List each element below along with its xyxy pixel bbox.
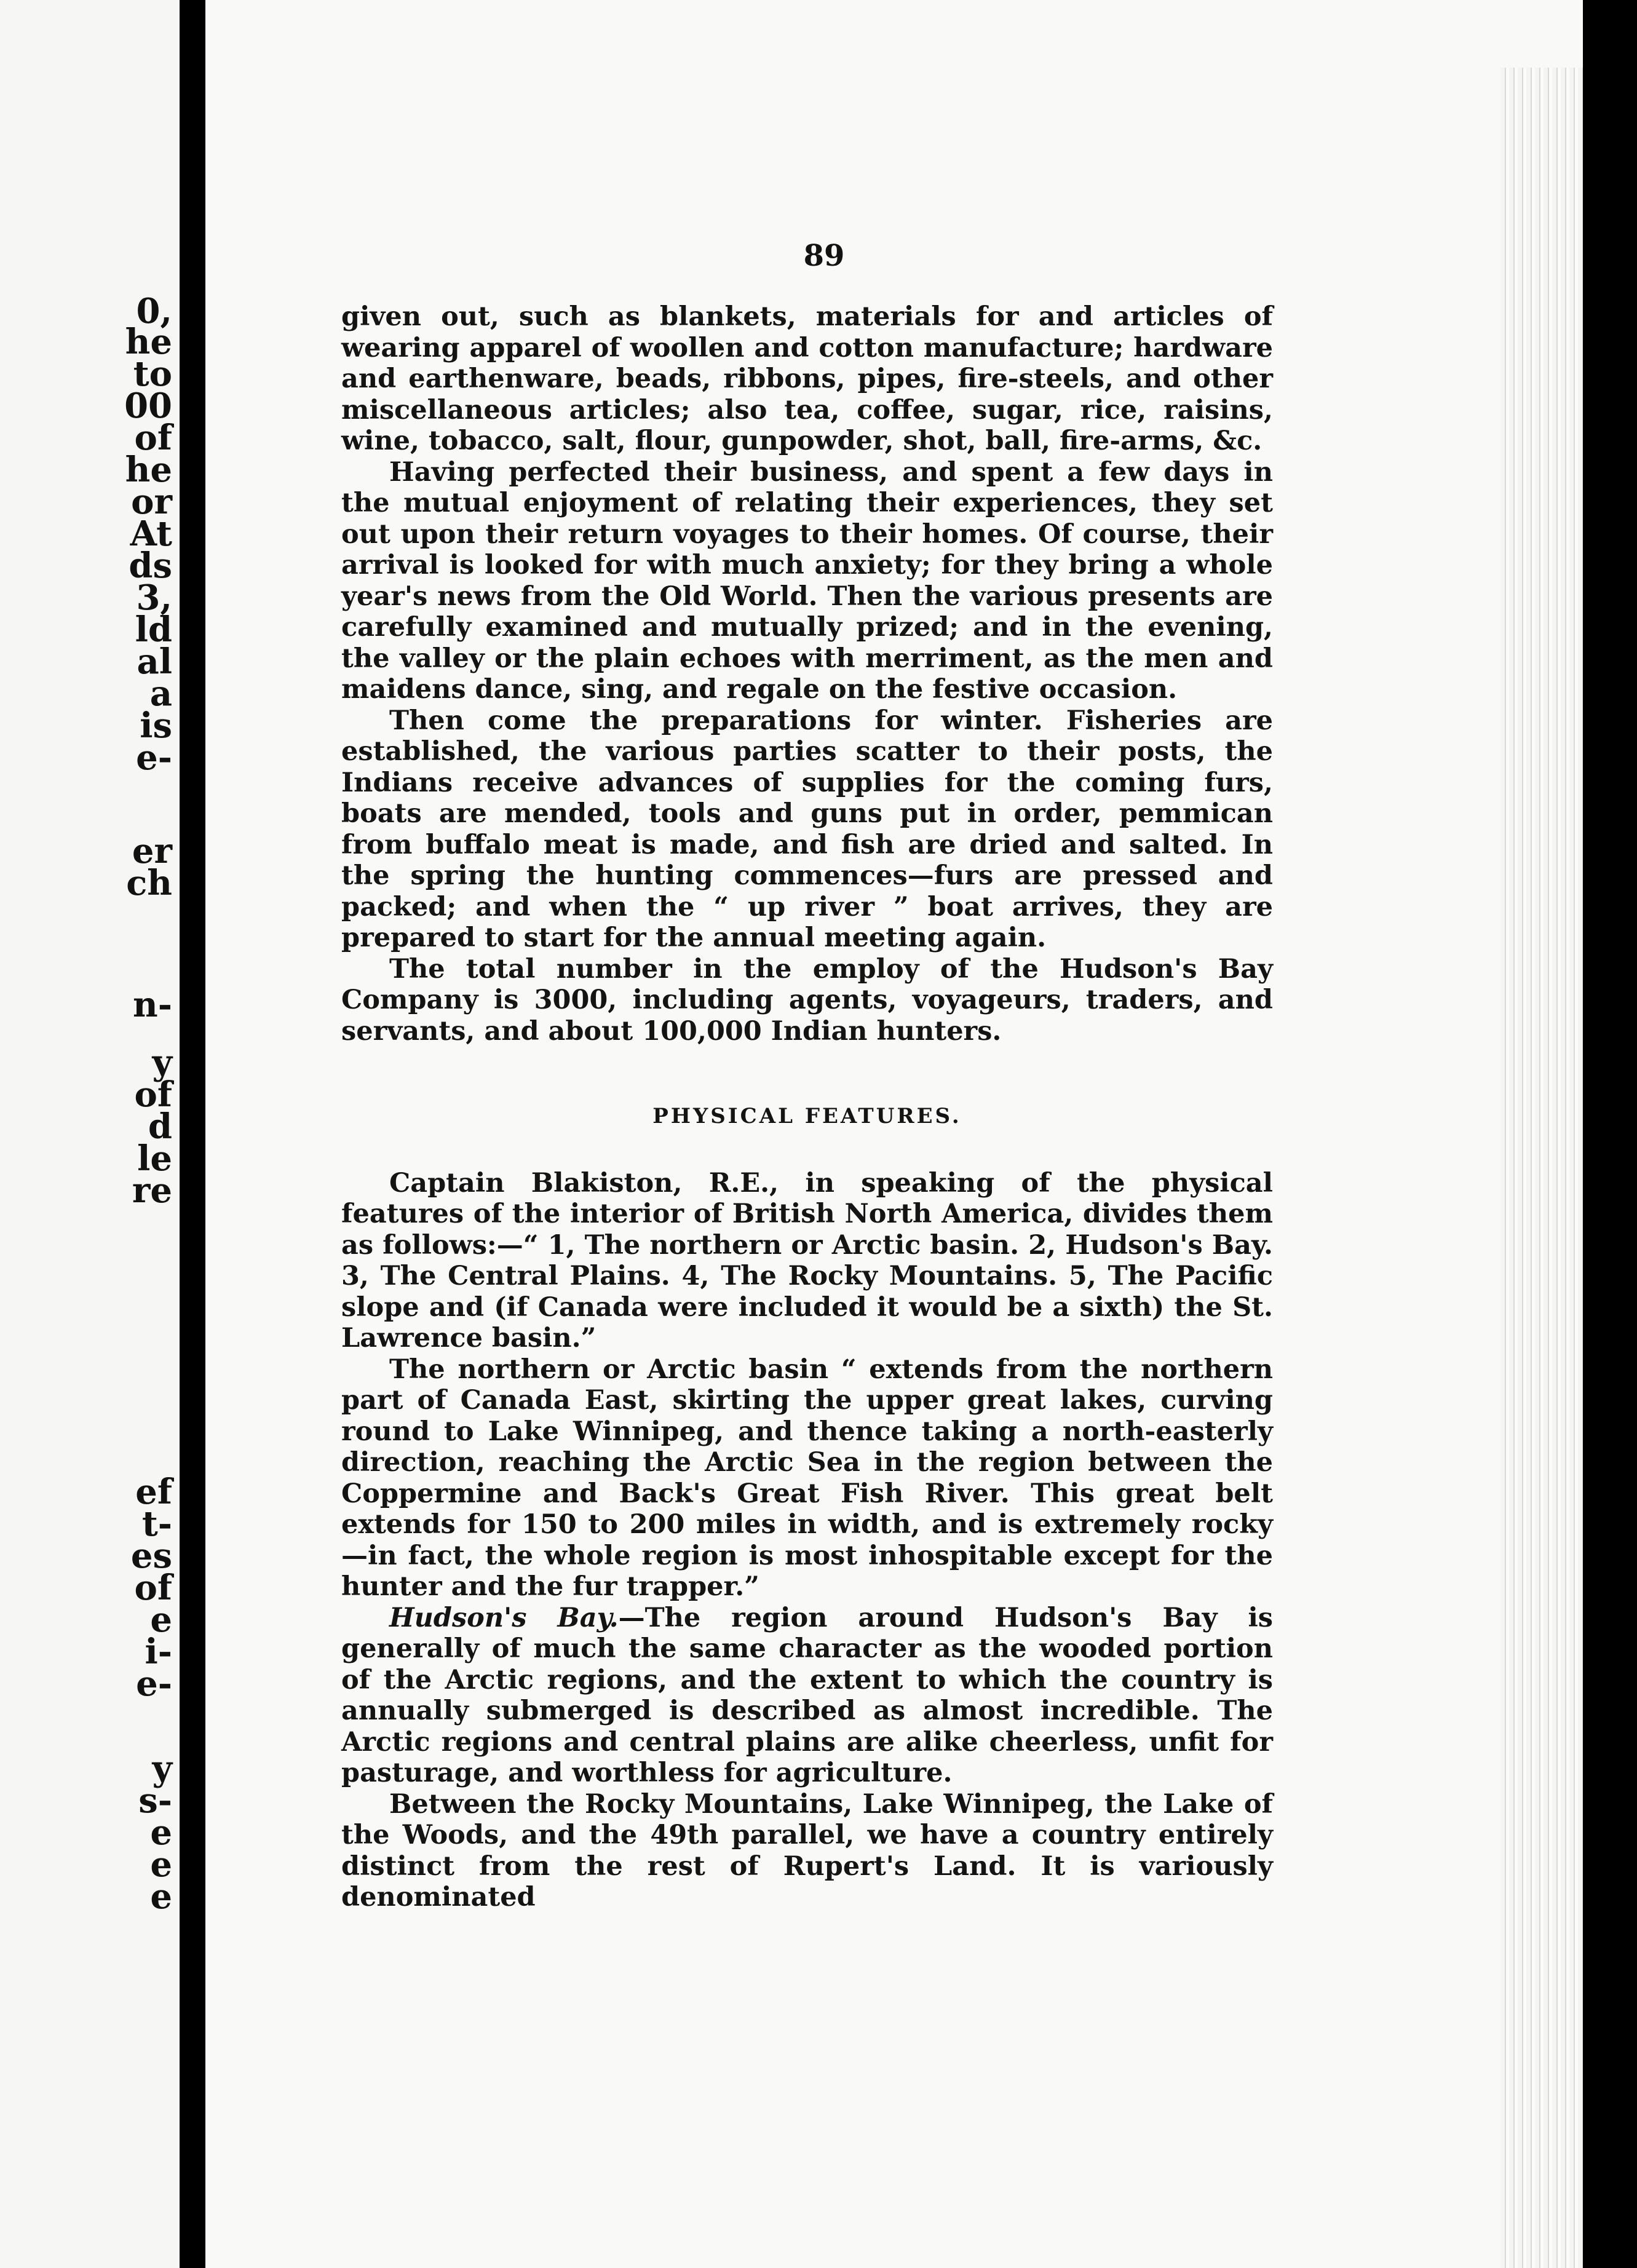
prev-fragment: e	[150, 1844, 172, 1885]
paragraph: Between the Rocky Mountains, Lake Winnipeg, the Lake of the Woods, and the 49th parallel, we have a country entirely distinct from the rest of Rupert's Land. It is variously denominated	[341, 1788, 1273, 1913]
prev-fragment: d	[148, 1106, 172, 1147]
prev-fragment: y	[152, 1042, 172, 1083]
paragraph: Then come the preparations for winter. Fisheries are established, the various parties scatter to their posts, the Indians receive advances of supplies for the coming furs, boats are mended, tools and guns put in order, pemmican from buffalo meat is made, and fish are dried and salted. In the spring the hunting commences—furs are pressed and packed; and when the “ up river ” boat arrives, they are prepared to start for the annual meeting again.	[341, 705, 1273, 953]
previous-page-sliver	[0, 0, 180, 2268]
prev-fragment: al	[137, 641, 172, 682]
prev-fragment: 0,	[136, 291, 172, 331]
prev-fragment: of	[134, 1568, 172, 1608]
prev-fragment: e-	[136, 1663, 172, 1704]
prev-fragment: he	[125, 322, 172, 362]
prev-fragment: e	[150, 1812, 172, 1853]
prev-fragment: ds	[129, 545, 172, 586]
prev-fragment: he	[125, 450, 172, 490]
paragraph-continuation: given out, such as blankets, materials for and articles of wearing apparel of woollen and cotton manufacture; hardware and earthenware, beads, ribbons, pipes, fire-steels, and other miscellaneous articles; also tea, coffee, sugar, rice, raisins, wine, tobacco, salt, flour, gunpowder, shot, ball, fire-arms, &c.	[341, 301, 1273, 456]
prev-fragment: 3,	[136, 577, 172, 618]
prev-fragment: t-	[141, 1504, 172, 1544]
paragraph: Captain Blakiston, R.E., in speaking of the physical features of the interior of British North America, divides them as follows:—“ 1, The northern or Arctic basin. 2, Hudson's Bay. 3, The Central Plains. 4, The Rocky Mountains. 5, The Pacific slope and (if Canada were included it would be a sixth) the St. Lawrence basin.”	[341, 1167, 1273, 1354]
section-heading: PHYSICAL FEATURES.	[652, 1104, 962, 1128]
prev-fragment: le	[137, 1138, 172, 1179]
prev-fragment: is	[140, 705, 172, 746]
page-edges	[1500, 68, 1583, 2268]
prev-fragment: ch	[126, 863, 172, 903]
prev-fragment: e	[150, 1600, 172, 1640]
prev-fragment: es	[130, 1536, 172, 1576]
prev-fragment: n-	[133, 985, 172, 1025]
paragraph-hudsons-bay	[341, 1603, 1273, 1789]
prev-fragment: ef	[135, 1472, 172, 1512]
prev-fragment: of	[134, 418, 172, 458]
prev-fragment: e-	[136, 737, 172, 778]
prev-fragment: At	[130, 513, 172, 554]
paragraph: The total number in the employ of the Hudson's Bay Company is 3000, including agents, voyageurs, traders, and servants, and about 100,000 Indian hunters.	[341, 953, 1273, 1047]
paragraph: Having perfected their business, and spent a few days in the mutual enjoyment of relating their experiences, they set out upon their return voyages to their homes. Of course, their arrival is looked for with much anxiety; for they bring a whole year's news from the Old World. Then the various presents are carefully examined and mutually prized; and in the evening, the valley or the plain echoes with merriment, as the men and maidens dance, sing, and regale on the festive occasion.	[341, 456, 1273, 705]
prev-fragment: to	[133, 354, 172, 394]
prev-fragment: of	[134, 1074, 172, 1115]
paragraph-text: —The region around Hudson's Bay is generally of much the same character as the wooded portion of the Arctic regions, and the extent to which the country is annually submerged is described as almost incredible. The Arctic regions and central plains are alike cheerless, unfit for pasturage, and worthless for agriculture.	[341, 1602, 1273, 1788]
prev-fragment: y	[152, 1748, 172, 1789]
page-number: 89	[803, 239, 845, 273]
page-body	[341, 301, 1273, 1913]
prev-fragment: ld	[135, 609, 172, 650]
page-gutter	[180, 0, 205, 2268]
right-border	[1583, 0, 1637, 2268]
prev-fragment: i-	[145, 1632, 172, 1672]
paragraph: The northern or Arctic basin “ extends from the northern part of Canada East, skirting the upper great lakes, curving round to Lake Winnipeg, and thence taking a north-easterly direction, reaching the Arctic Sea in the region between the Coppermine and Back's Great Fish River. This great belt extends for 150 to 200 miles in width, and is extremely rocky—in fact, the whole region is most inhospitable except for the hunter and the fur trapper.”	[341, 1354, 1273, 1602]
prev-fragment: er	[132, 831, 172, 871]
prev-fragment: or	[131, 482, 172, 522]
italic-lead: Hudson's Bay.	[389, 1602, 619, 1633]
prev-fragment: a	[149, 673, 172, 714]
prev-fragment: re	[132, 1170, 172, 1211]
prev-fragment: 00	[124, 386, 172, 426]
prev-fragment: e	[150, 1876, 172, 1917]
prev-fragment: s-	[138, 1780, 172, 1821]
